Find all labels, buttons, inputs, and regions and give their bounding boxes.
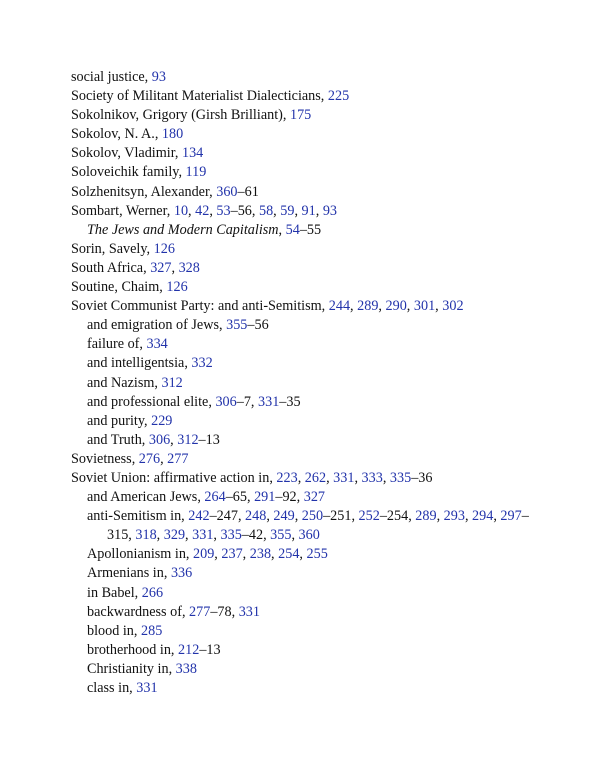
page-reference-link[interactable]: 10 (173, 202, 189, 219)
entry-text: Sokolov, N. A., (71, 126, 162, 143)
page-reference-link[interactable]: 244 (328, 298, 351, 315)
entry-text: –251, (323, 508, 359, 525)
entry-text: , (354, 469, 362, 486)
entry-text: Sovietness, (71, 450, 139, 467)
page-reference-link[interactable]: 180 (161, 126, 184, 143)
entry-text: failure of, (87, 336, 147, 353)
page-reference-link[interactable]: 223 (276, 469, 298, 486)
entry-text: –56 (247, 317, 269, 334)
page-reference-link[interactable]: 293 (443, 508, 465, 525)
index-entry (71, 202, 541, 221)
entry-text: Armenians in, (87, 565, 171, 582)
entry-text: , (156, 527, 164, 544)
entry-text: Soviet Union: affirmative action in, (71, 469, 277, 486)
page-reference-link[interactable]: 328 (178, 259, 200, 276)
index-entry (71, 144, 541, 163)
entry-text: –78, (210, 603, 239, 620)
index-subentry (71, 335, 541, 354)
page-reference-link[interactable]: 331 (192, 527, 214, 544)
index-subentry (71, 431, 541, 450)
entry-text: , (294, 202, 302, 219)
page-reference-link[interactable]: 335 (220, 527, 242, 544)
page-reference-link[interactable]: 360 (216, 183, 238, 200)
index-subentry (71, 393, 541, 412)
page-reference-link[interactable]: 255 (306, 546, 328, 563)
page-reference-link[interactable]: 277 (167, 450, 189, 467)
page-reference-link[interactable]: 318 (135, 527, 157, 544)
page-reference-link[interactable]: 285 (141, 622, 163, 639)
entry-text: –56, (230, 202, 259, 219)
entry-text: –42, (241, 527, 271, 544)
page-reference-link[interactable]: 91 (301, 202, 316, 219)
entry-text: Sokolov, Vladimir, (71, 145, 182, 162)
entry-text: , (294, 508, 302, 525)
page-reference-link[interactable]: 248 (245, 508, 267, 525)
entry-text: backwardness of, (87, 603, 190, 620)
entry-text: brotherhood in, (87, 641, 179, 658)
entry-text: social justice, (71, 69, 152, 85)
entry-text: –65, (225, 489, 255, 506)
page-reference-link[interactable]: 306 (215, 393, 237, 410)
entry-text: –315, (107, 508, 529, 544)
index-subentry (71, 679, 541, 698)
entry-text: , (435, 298, 443, 315)
page-reference-link[interactable]: 212 (178, 641, 200, 658)
index-entry (71, 278, 541, 297)
index-entry (71, 125, 541, 144)
page-reference-link[interactable]: 134 (181, 145, 204, 162)
page-reference-link[interactable]: 289 (415, 508, 437, 525)
index-entry (71, 87, 541, 106)
page-reference-link[interactable]: 276 (138, 450, 161, 467)
entry-text: , (493, 508, 501, 525)
page-reference-link[interactable]: 252 (358, 508, 380, 525)
page-reference-link[interactable]: 331 (136, 680, 158, 696)
entry-text: , (378, 298, 386, 315)
entry-text: and Nazism, (87, 374, 162, 391)
index-entry (71, 183, 541, 202)
page-reference-link[interactable]: 301 (413, 298, 436, 315)
index-entry (71, 106, 541, 125)
entry-text: blood in, (87, 622, 141, 639)
entry-text: , (273, 202, 281, 219)
entry-text: and American Jews, (87, 489, 205, 506)
entry-text: –13 (198, 431, 220, 448)
page-reference-link[interactable]: 289 (357, 298, 379, 315)
page-reference-link[interactable]: 54 (285, 221, 300, 238)
page-reference-link[interactable]: 332 (191, 355, 213, 372)
entry-text: , (170, 431, 178, 448)
page-reference-link[interactable]: 119 (185, 164, 207, 181)
entry-text: , (185, 527, 193, 544)
entry-text: , (406, 298, 414, 315)
page-reference-link[interactable]: 312 (161, 374, 183, 391)
index-entry (71, 450, 541, 469)
entry-text: and professional elite, (87, 393, 216, 410)
page-reference-link[interactable]: 306 (148, 431, 171, 448)
entry-text: Soloveichik family, (71, 164, 186, 181)
entry-text: class in, (87, 680, 137, 696)
page-reference-link[interactable]: 53 (216, 202, 231, 219)
entry-text: Society of Militant Materialist Dialecticians, (71, 88, 328, 105)
index-subentry (71, 316, 541, 335)
page-reference-link[interactable]: 334 (146, 336, 168, 353)
index-subentry (71, 545, 541, 564)
page-reference-link[interactable]: 209 (193, 546, 215, 563)
entry-text: –254, (379, 508, 416, 525)
entry-text: , (171, 259, 179, 276)
page-reference-link[interactable]: 297 (500, 508, 522, 525)
page-reference-link[interactable]: 331 (333, 469, 355, 486)
entry-text: , (299, 546, 307, 563)
entry-text: , (291, 527, 299, 544)
entry-text: Soviet Communist Party: and anti-Semitism, (71, 298, 329, 315)
index-subentry (71, 488, 541, 507)
entry-text: –13 (199, 641, 221, 658)
entry-text: , (464, 508, 473, 525)
page-reference-link[interactable]: 327 (150, 259, 172, 276)
entry-text: Sorin, Savely, (71, 240, 154, 257)
entry-text: , (214, 546, 222, 563)
page-reference-link[interactable]: 360 (298, 527, 320, 544)
index-subentry (71, 564, 541, 583)
entry-text: and emigration of Jews, (87, 317, 227, 334)
page-reference-link[interactable]: 93 (322, 202, 337, 219)
entry-text: , (436, 508, 444, 525)
entry-text: Christianity in, (87, 660, 176, 677)
entry-text: Sokolnikov, Grigory (Girsh Brilliant), (71, 107, 290, 124)
page-reference-link[interactable]: 355 (226, 317, 248, 334)
page-reference-link[interactable]: 331 (238, 603, 260, 620)
page-reference-link[interactable]: 336 (170, 565, 193, 582)
page-reference-link[interactable]: 58 (258, 202, 274, 219)
entry-text: , (213, 527, 221, 544)
index-entry (71, 469, 541, 488)
page-reference-link[interactable]: 264 (204, 489, 226, 506)
page-reference-link[interactable]: 290 (385, 298, 407, 315)
entry-text: , (382, 469, 390, 486)
entry-text: South Africa, (71, 259, 151, 276)
index-subentry (71, 641, 541, 660)
page-reference-link[interactable]: 237 (221, 546, 243, 563)
index-subentry (71, 622, 541, 641)
page-reference-link[interactable]: 291 (254, 489, 276, 506)
page-reference-link[interactable]: 335 (389, 469, 412, 486)
entry-text: –35 (279, 393, 301, 410)
page-reference-link[interactable]: 238 (249, 546, 272, 563)
index-entry (71, 240, 541, 259)
page-reference-link[interactable]: 277 (189, 603, 211, 620)
index-entry (71, 68, 541, 87)
page-reference-link[interactable]: 329 (163, 527, 186, 544)
index-subentry (71, 221, 541, 240)
entry-text: , (271, 546, 279, 563)
page-reference-link[interactable]: 302 (442, 298, 464, 315)
page-reference-link[interactable]: 42 (195, 202, 210, 219)
page-reference-link[interactable]: 355 (270, 527, 292, 544)
entry-text: and purity, (87, 412, 152, 429)
page-reference-link[interactable]: 266 (141, 584, 164, 601)
entry-text: , (266, 508, 274, 525)
index-entry (71, 297, 541, 316)
page-reference-link[interactable]: 294 (472, 508, 494, 525)
page-reference-link[interactable]: 254 (278, 546, 300, 563)
page-reference-link[interactable]: 327 (303, 489, 326, 506)
index-entry (71, 259, 541, 278)
entry-text: –36 (411, 469, 433, 486)
entry-text: –92, (275, 489, 304, 506)
entry-text: , (315, 202, 323, 219)
index-subentry (71, 354, 541, 373)
entry-text: –61 (237, 183, 259, 200)
entry-text: , (278, 221, 286, 238)
entry-text: –7, (236, 393, 258, 410)
page-reference-link[interactable]: 225 (327, 88, 350, 105)
page-reference-link[interactable]: 262 (304, 469, 327, 486)
book-title: The Jews and Modern Capitalism (87, 221, 279, 238)
page-reference-link[interactable]: 249 (273, 508, 295, 525)
entry-text: Solzhenitsyn, Alexander, (71, 183, 217, 200)
index-subentry (71, 660, 541, 679)
page-reference-link[interactable]: 126 (166, 279, 188, 296)
page-reference-link[interactable]: 242 (188, 508, 210, 525)
index-page (71, 68, 541, 698)
entry-text: –55 (299, 221, 322, 238)
entry-text: Sombart, Werner, (71, 202, 174, 219)
entry-text: , (242, 546, 250, 563)
page-reference-link[interactable]: 229 (151, 412, 173, 429)
index-subentry (71, 603, 541, 622)
entry-text: and Truth, (87, 431, 149, 448)
index-subentry (71, 374, 541, 393)
page-reference-link[interactable]: 250 (301, 508, 324, 525)
index-subentry (71, 507, 541, 545)
entry-text: and intelligentsia, (87, 355, 192, 372)
entry-text: , (350, 298, 358, 315)
page-reference-link[interactable]: 338 (175, 660, 197, 677)
entry-text: , (160, 450, 168, 467)
entry-text: Soutine, Chaim, (71, 279, 167, 296)
entry-text: Apollonianism in, (87, 546, 194, 563)
entry-text: , (326, 469, 334, 486)
index-subentry (71, 412, 541, 431)
page-reference-link[interactable]: 175 (289, 107, 312, 124)
index-entry (71, 163, 541, 182)
page-reference-link[interactable]: 93 (151, 69, 166, 85)
index-subentry (71, 584, 541, 603)
page-reference-link[interactable]: 126 (153, 240, 175, 257)
index-entry-list (71, 68, 541, 698)
entry-text: , (188, 202, 196, 219)
entry-text: in Babel, (87, 584, 142, 601)
page-reference-link[interactable]: 312 (177, 431, 199, 448)
entry-text: , (209, 202, 217, 219)
page-reference-link[interactable]: 59 (280, 202, 295, 219)
entry-text: , (297, 469, 305, 486)
entry-text: –247, (209, 508, 246, 525)
page-reference-link[interactable]: 333 (361, 469, 383, 486)
page-reference-link[interactable]: 331 (258, 393, 280, 410)
entry-text: anti-Semitism in, (87, 508, 189, 525)
